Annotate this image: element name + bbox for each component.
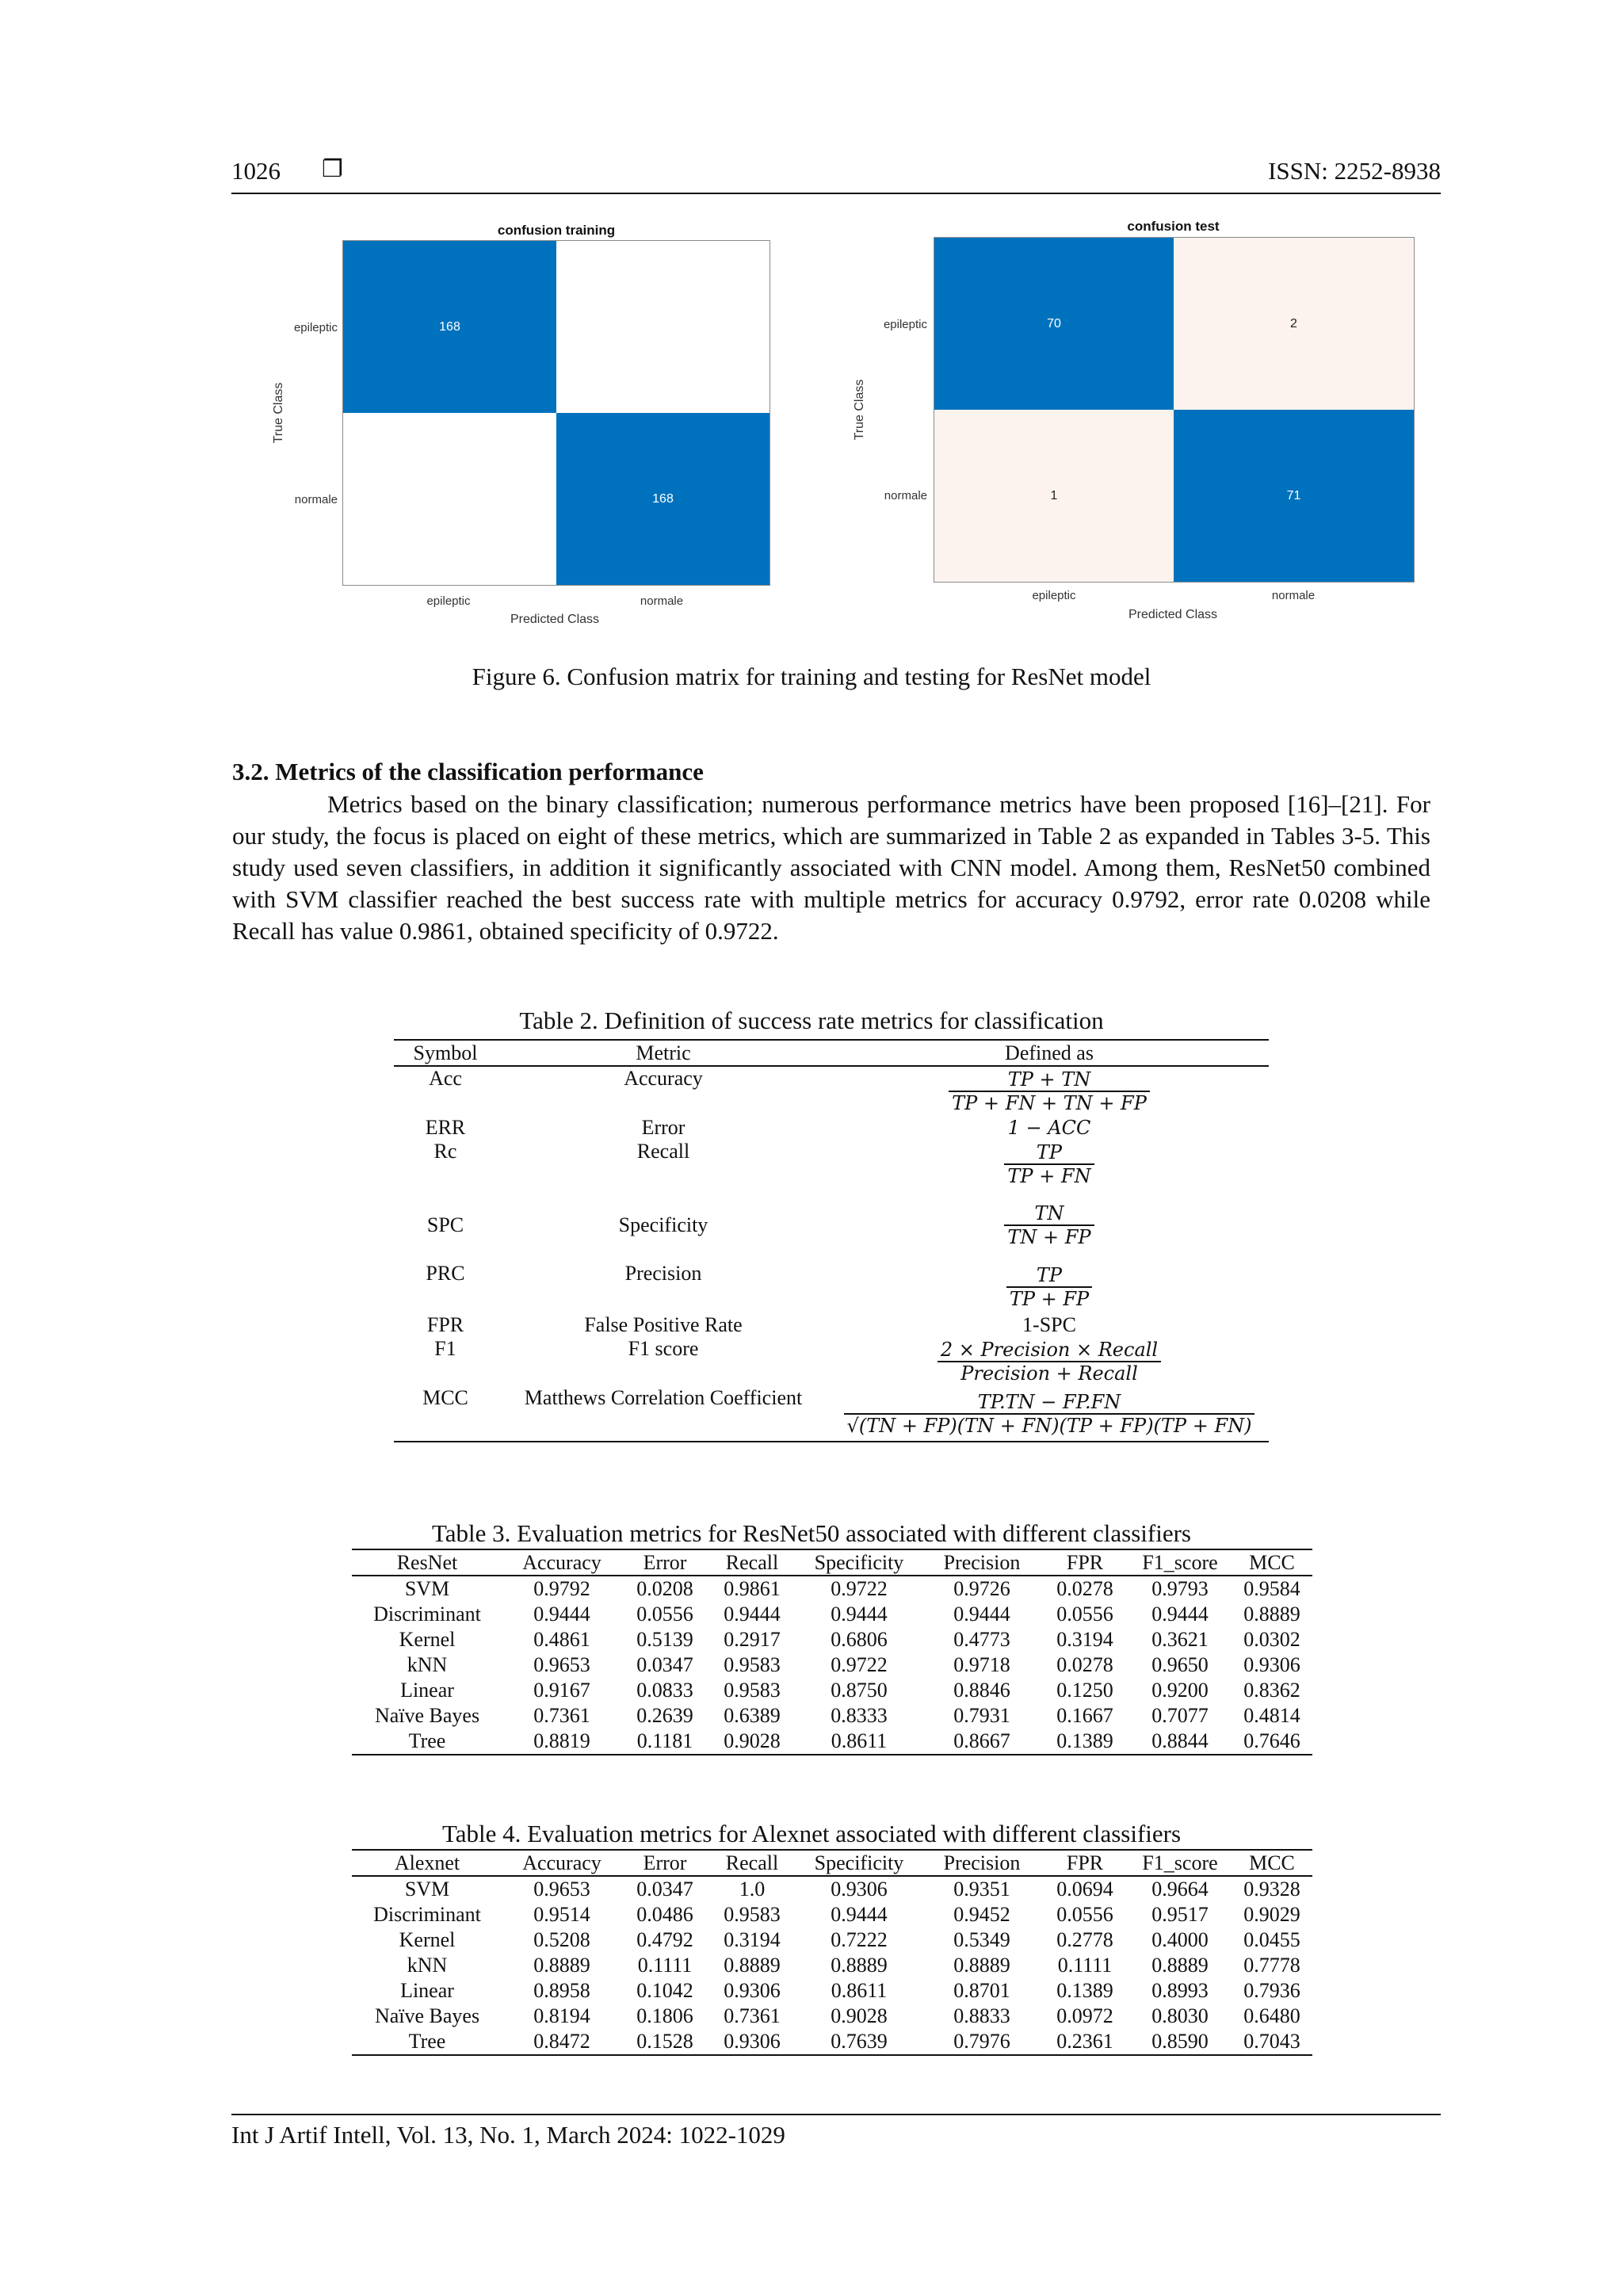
table3-header: Recall — [708, 1549, 796, 1576]
table3-row — [352, 1576, 1312, 1602]
table3-classifier: Discriminant — [373, 1603, 481, 1626]
box-icon: ❐ — [322, 155, 343, 183]
table3-row — [352, 1729, 1312, 1755]
table3-cell: 0.9583 — [724, 1653, 781, 1676]
table4-row — [352, 2004, 1312, 2029]
table4-row — [352, 1902, 1312, 1927]
table2-symbol: SPC — [426, 1213, 464, 1236]
formula-denominator-text: (TN + FP)(TN + FN)(TP + FP)(TP + FN) — [858, 1414, 1252, 1437]
table3-cell: 0.6806 — [831, 1628, 888, 1651]
footer-citation: Int J Artif Intell, Vol. 13, No. 1, March 2024: 1022-1029 — [231, 2121, 785, 2149]
table4-row — [352, 1876, 1312, 1902]
cm-test-ylabel: True Class — [853, 379, 866, 441]
table4-classifier: Naïve Bayes — [374, 2004, 480, 2027]
table2-formula — [830, 1066, 1269, 1115]
table3-cell: 0.9792 — [533, 1577, 590, 1600]
table4-cell: 0.7361 — [724, 2004, 781, 2027]
table2-metric: Specificity — [618, 1213, 708, 1236]
formula-numerator: TP.TN − FP.FN — [844, 1391, 1255, 1415]
formula-numerator: TN — [1004, 1202, 1094, 1226]
table4 — [352, 1849, 1312, 2056]
table4-cell: 0.9664 — [1151, 1878, 1209, 1901]
table4-cell: 0.8833 — [953, 2004, 1010, 2027]
cm-training-col-label: epileptic — [426, 594, 471, 608]
table4-header: F1_score — [1128, 1850, 1232, 1876]
table2-row — [394, 1262, 1269, 1312]
table4-cell: 0.1042 — [636, 1979, 693, 2002]
table3-cell: 0.9584 — [1243, 1577, 1300, 1600]
table4-cell: 0.8472 — [533, 2030, 590, 2053]
table2-formula — [830, 1140, 1269, 1189]
table3-cell: 0.9722 — [831, 1653, 888, 1676]
table4-cell: 0.3194 — [724, 1928, 781, 1951]
cm-test-title: confusion test — [1127, 219, 1220, 234]
table4-classifier: Tree — [408, 2030, 446, 2053]
table2-row — [394, 1115, 1269, 1140]
table3-header: FPR — [1041, 1549, 1128, 1576]
table2-formula: 1-SPC — [1022, 1312, 1076, 1336]
cm-test-grid — [934, 237, 1415, 583]
table3-body — [352, 1576, 1312, 1755]
table4-cell: 0.9444 — [831, 1903, 888, 1926]
table3-cell: 0.9444 — [953, 1603, 1010, 1626]
cm-test-cell: 70 — [934, 238, 1174, 410]
table3-cell: 0.5139 — [636, 1628, 693, 1651]
table4-cell: 0.9351 — [953, 1878, 1010, 1901]
table2-symbol: MCC — [422, 1386, 468, 1409]
table3-cell: 0.9444 — [831, 1603, 888, 1626]
table3-cell: 0.9722 — [831, 1577, 888, 1600]
table3-cell: 0.9718 — [953, 1653, 1010, 1676]
table2-symbol: PRC — [426, 1262, 465, 1285]
table4-header: Alexnet — [352, 1850, 502, 1876]
table3-cell: 0.3194 — [1056, 1628, 1113, 1651]
table4-body — [352, 1876, 1312, 2055]
table3-cell: 0.8333 — [831, 1704, 888, 1727]
table4-cell: 0.5349 — [953, 1928, 1010, 1951]
table4-cell: 0.8194 — [533, 2004, 590, 2027]
table3-cell: 0.0556 — [636, 1603, 693, 1626]
figure-caption: Figure 6. Confusion matrix for training and testing for ResNet model — [472, 663, 1151, 690]
table3-classifier: SVM — [404, 1577, 450, 1600]
table4-header: Recall — [708, 1850, 796, 1876]
table3-row — [352, 1678, 1312, 1703]
table4-classifier: Kernel — [399, 1928, 456, 1951]
table4-header: Error — [621, 1850, 708, 1876]
table4-cell: 0.2778 — [1056, 1928, 1113, 1951]
table2-symbol: Rc — [433, 1140, 457, 1163]
sqrt-icon: √ — [846, 1414, 859, 1437]
table3-cell: 0.9306 — [1243, 1653, 1300, 1676]
table4-classifier: SVM — [404, 1878, 450, 1901]
table3-classifier: Tree — [408, 1729, 446, 1752]
table3-header: Precision — [922, 1549, 1041, 1576]
table2-metric: Accuracy — [624, 1067, 703, 1090]
table3-cell: 0.2917 — [724, 1628, 781, 1651]
table4-cell: 0.7778 — [1243, 1954, 1300, 1977]
table2-formula — [830, 1337, 1269, 1386]
table3-header: MCC — [1232, 1549, 1312, 1576]
table4-header: Precision — [922, 1850, 1041, 1876]
table3-cell: 0.9726 — [953, 1577, 1010, 1600]
table3-cell: 0.7361 — [533, 1704, 590, 1727]
table4-cell: 0.0347 — [636, 1878, 693, 1901]
table3-cell: 0.0556 — [1056, 1603, 1113, 1626]
table4-cell: 0.9653 — [533, 1878, 590, 1901]
table3-header: Error — [621, 1549, 708, 1576]
cm-test-col-label: epileptic — [1032, 589, 1076, 602]
table3-row — [352, 1703, 1312, 1729]
table2-symbol: FPR — [426, 1312, 464, 1336]
table3-cell: 0.7646 — [1243, 1729, 1300, 1752]
table3-cell: 0.8889 — [1243, 1603, 1300, 1626]
table3-classifier: kNN — [407, 1653, 448, 1676]
table4-cell: 0.9306 — [724, 2030, 781, 2053]
table2-metric: F1 score — [628, 1337, 699, 1360]
table3-cell: 0.4861 — [533, 1628, 590, 1651]
table4-cell: 0.4000 — [1151, 1928, 1209, 1951]
cm-test-cell: 1 — [934, 410, 1174, 582]
table2-row — [394, 1140, 1269, 1189]
table2-caption: Table 2. Definition of success rate metrics for classification — [519, 1007, 1104, 1034]
table4-cell: 0.1111 — [637, 1954, 693, 1977]
formula-denominator: TP + FP — [1009, 1288, 1090, 1310]
table3-cell: 0.4773 — [953, 1628, 1010, 1651]
table4-cell: 0.9583 — [724, 1903, 781, 1926]
table4-header: Accuracy — [502, 1850, 621, 1876]
cm-test-col-label: normale — [1271, 589, 1316, 602]
table2-row — [394, 1066, 1269, 1115]
table4-cell: 0.9328 — [1243, 1878, 1300, 1901]
table4-row — [352, 1978, 1312, 2004]
cm-training-ylabel: True Class — [272, 382, 285, 444]
cm-training-row-label: epileptic — [293, 321, 338, 334]
table2-header: Metric — [497, 1040, 830, 1066]
table3-cell: 0.8362 — [1243, 1679, 1300, 1702]
table3-cell: 0.9650 — [1151, 1653, 1209, 1676]
table4-row — [352, 2029, 1312, 2055]
table4-cell: 0.8889 — [953, 1954, 1010, 1977]
table4-cell: 0.8611 — [831, 1979, 888, 2002]
table4-cell: 0.1111 — [1057, 1954, 1113, 1977]
table4-cell: 0.8889 — [533, 1954, 590, 1977]
cm-training-cell — [343, 413, 556, 585]
table3-cell: 0.2639 — [636, 1704, 693, 1727]
table3-cell: 0.8844 — [1151, 1729, 1209, 1752]
table3-cell: 0.1389 — [1056, 1729, 1113, 1752]
table4-cell: 0.8889 — [724, 1954, 781, 1977]
table3-header: ResNet — [352, 1549, 502, 1576]
cm-test-row-label: epileptic — [883, 318, 927, 331]
table4-cell: 0.1806 — [636, 2004, 693, 2027]
cm-test-cell: 2 — [1174, 238, 1414, 410]
table2-row — [394, 1312, 1269, 1337]
table3-caption: Table 3. Evaluation metrics for ResNet50 associated with different classifiers — [432, 1519, 1191, 1547]
table3-cell: 0.7077 — [1151, 1704, 1209, 1727]
table4-cell: 0.0486 — [636, 1903, 693, 1926]
footer-rule — [231, 2114, 1441, 2115]
table3-header: Accuracy — [502, 1549, 621, 1576]
table4-cell: 0.9306 — [831, 1878, 888, 1901]
cm-training-grid — [342, 240, 770, 586]
table3-cell: 0.0208 — [636, 1577, 693, 1600]
formula-denominator: Precision + Recall — [960, 1362, 1138, 1385]
table4-cell: 0.9029 — [1243, 1903, 1300, 1926]
table2-row — [394, 1337, 1269, 1386]
table3-cell: 0.6389 — [724, 1704, 781, 1727]
cm-training-row-label: normale — [294, 493, 338, 506]
cm-training-cell: 168 — [556, 413, 769, 585]
table3-classifier: Naïve Bayes — [374, 1704, 480, 1727]
table3-cell: 0.8846 — [953, 1679, 1010, 1702]
table4-cell: 0.9452 — [953, 1903, 1010, 1926]
cm-training-title: confusion training — [497, 223, 616, 238]
table2-symbol: F1 — [434, 1337, 456, 1360]
table3-cell: 0.0278 — [1056, 1577, 1113, 1600]
formula-denominator: TP + FN + TN + FP — [952, 1091, 1147, 1114]
table2-header: Defined as — [830, 1040, 1269, 1066]
table3-header: Specificity — [796, 1549, 922, 1576]
table2-metric: False Positive Rate — [584, 1312, 743, 1336]
table3-cell: 0.1181 — [636, 1729, 693, 1752]
cm-test-xlabel: Predicted Class — [1128, 608, 1218, 621]
table4-cell: 0.0455 — [1243, 1928, 1300, 1951]
table2-row — [394, 1386, 1269, 1442]
table4-cell: 0.7976 — [953, 2030, 1010, 2053]
table4-cell: 0.0556 — [1056, 1903, 1113, 1926]
table2-metric: Precision — [624, 1262, 702, 1285]
table4-cell: 0.9306 — [724, 1979, 781, 2002]
table4-header: MCC — [1232, 1850, 1312, 1876]
table4-cell: 0.4792 — [636, 1928, 693, 1951]
table3-cell: 0.1667 — [1056, 1704, 1113, 1727]
table3-row — [352, 1602, 1312, 1627]
table4-header: FPR — [1041, 1850, 1128, 1876]
section-paragraph — [232, 789, 1430, 947]
table3-cell: 0.8819 — [533, 1729, 590, 1752]
table4-cell: 0.1528 — [636, 2030, 693, 2053]
table3-cell: 0.8611 — [831, 1729, 888, 1752]
table4-cell: 0.9028 — [831, 2004, 888, 2027]
table3-row — [352, 1627, 1312, 1652]
table2-header: Symbol — [394, 1040, 497, 1066]
formula-denominator: TN + FP — [1007, 1226, 1091, 1248]
table3-cell: 0.9444 — [1151, 1603, 1209, 1626]
table2-symbol: ERR — [425, 1115, 466, 1139]
table3-cell: 0.9444 — [533, 1603, 590, 1626]
formula-denominator — [844, 1415, 1255, 1437]
issn: ISSN: 2252-8938 — [1268, 157, 1441, 185]
table3-cell: 0.0833 — [636, 1679, 693, 1702]
formula-denominator: TP + FN — [1007, 1165, 1091, 1187]
table3-cell: 0.7931 — [953, 1704, 1010, 1727]
table4-classifier: Discriminant — [373, 1903, 481, 1926]
table4-cell: 0.2361 — [1056, 2030, 1113, 2053]
table2-row — [394, 1189, 1269, 1262]
table4-cell: 0.7043 — [1243, 2030, 1300, 2053]
table4-cell: 0.5208 — [533, 1928, 590, 1951]
table4-cell: 0.7639 — [831, 2030, 888, 2053]
section-title: 3.2. Metrics of the classification performance — [232, 758, 704, 785]
table4-cell: 0.8889 — [1151, 1954, 1209, 1977]
table4-classifier: kNN — [407, 1954, 448, 1977]
page-number: 1026 — [231, 157, 281, 185]
table3-row — [352, 1652, 1312, 1678]
table4-cell: 0.0972 — [1056, 2004, 1113, 2027]
header-rule — [231, 193, 1441, 194]
table3-cell: 0.8750 — [831, 1679, 888, 1702]
table2-formula — [830, 1386, 1269, 1442]
table3-cell: 0.9653 — [533, 1653, 590, 1676]
table3-cell: 0.9200 — [1151, 1679, 1209, 1702]
table2-formula — [830, 1262, 1269, 1312]
table4-cell: 0.6480 — [1243, 2004, 1300, 2027]
table2-symbol: Acc — [429, 1067, 462, 1090]
table4-cell: 0.8958 — [533, 1979, 590, 2002]
table2 — [394, 1039, 1269, 1442]
table3-cell: 0.9583 — [724, 1679, 781, 1702]
paragraph-text: Metrics based on the binary classification; numerous performance metrics have been proposed [16]–[21]. For our study, the focus is placed on eight of these metrics, which are summarized in Table 2 as expanded in Tables 3-5. This study used seven classifiers, in addition it significantly associated with CNN model. Among them, ResNet50 combined with SVM classifier reached the best success rate with multiple metrics for accuracy 0.9792, error rate 0.0208 while Recall has value 0.9861, obtained specificity of 0.9722. — [232, 790, 1430, 945]
table4-cell: 0.7222 — [831, 1928, 888, 1951]
table3-cell: 0.1250 — [1056, 1679, 1113, 1702]
table4-header: Specificity — [796, 1850, 922, 1876]
table3-cell: 0.3621 — [1151, 1628, 1209, 1651]
table3 — [352, 1549, 1312, 1755]
table4-row — [352, 1953, 1312, 1978]
formula-numerator: TP — [1004, 1141, 1094, 1165]
table3-cell: 0.0278 — [1056, 1653, 1113, 1676]
table4-row — [352, 1927, 1312, 1953]
table2-metric: Matthews Correlation Coefficient — [524, 1386, 803, 1409]
table3-cell: 0.0347 — [636, 1653, 693, 1676]
table3-classifier: Kernel — [399, 1628, 456, 1651]
table4-caption: Table 4. Evaluation metrics for Alexnet associated with different classifiers — [441, 1820, 1182, 1847]
table4-cell: 0.8993 — [1151, 1979, 1209, 2002]
table4-classifier: Linear — [400, 1979, 454, 2002]
table4-cell: 0.9514 — [533, 1903, 590, 1926]
table4-cell: 0.1389 — [1056, 1979, 1113, 2002]
cm-training-col-label: normale — [640, 594, 684, 608]
table3-cell: 0.0302 — [1243, 1628, 1300, 1651]
cm-training-cell: 168 — [343, 241, 556, 413]
table3-cell: 0.4814 — [1243, 1704, 1300, 1727]
table2-metric: Error — [641, 1115, 685, 1139]
table4-cell: 0.8889 — [831, 1954, 888, 1977]
table3-header: F1_score — [1128, 1549, 1232, 1576]
formula-numerator: 2 × Precision × Recall — [938, 1339, 1161, 1362]
table3-header-row — [352, 1549, 1312, 1576]
table3-cell: 0.9861 — [724, 1577, 781, 1600]
table3-cell: 0.9793 — [1151, 1577, 1209, 1600]
table2-metric: Recall — [636, 1140, 690, 1163]
table4-header-row — [352, 1850, 1312, 1876]
table4-cell: 0.8590 — [1151, 2030, 1209, 2053]
table4-cell: 0.9517 — [1151, 1903, 1209, 1926]
table4-cell: 0.8701 — [953, 1979, 1010, 2002]
table4-cell: 1.0 — [739, 1878, 766, 1901]
table2-header-row — [394, 1040, 1269, 1066]
table3-classifier: Linear — [400, 1679, 454, 1702]
cm-test-cell: 71 — [1174, 410, 1414, 582]
table4-cell: 0.8030 — [1151, 2004, 1209, 2027]
formula-numerator: TP + TN — [949, 1068, 1150, 1092]
table3-cell: 0.8667 — [953, 1729, 1010, 1752]
table4-cell: 0.7936 — [1243, 1979, 1300, 2002]
table2-formula — [830, 1189, 1269, 1262]
cm-training-xlabel: Predicted Class — [510, 613, 600, 626]
cm-test-row-label: normale — [884, 489, 927, 502]
table3-cell: 0.9444 — [724, 1603, 781, 1626]
table4-cell: 0.0694 — [1056, 1878, 1113, 1901]
formula-numerator: TP — [1006, 1264, 1092, 1288]
cm-training-cell — [556, 241, 769, 413]
table3-cell: 0.9028 — [724, 1729, 781, 1752]
table2-formula: 1 − ACC — [1007, 1116, 1091, 1139]
table3-cell: 0.9167 — [533, 1679, 590, 1702]
